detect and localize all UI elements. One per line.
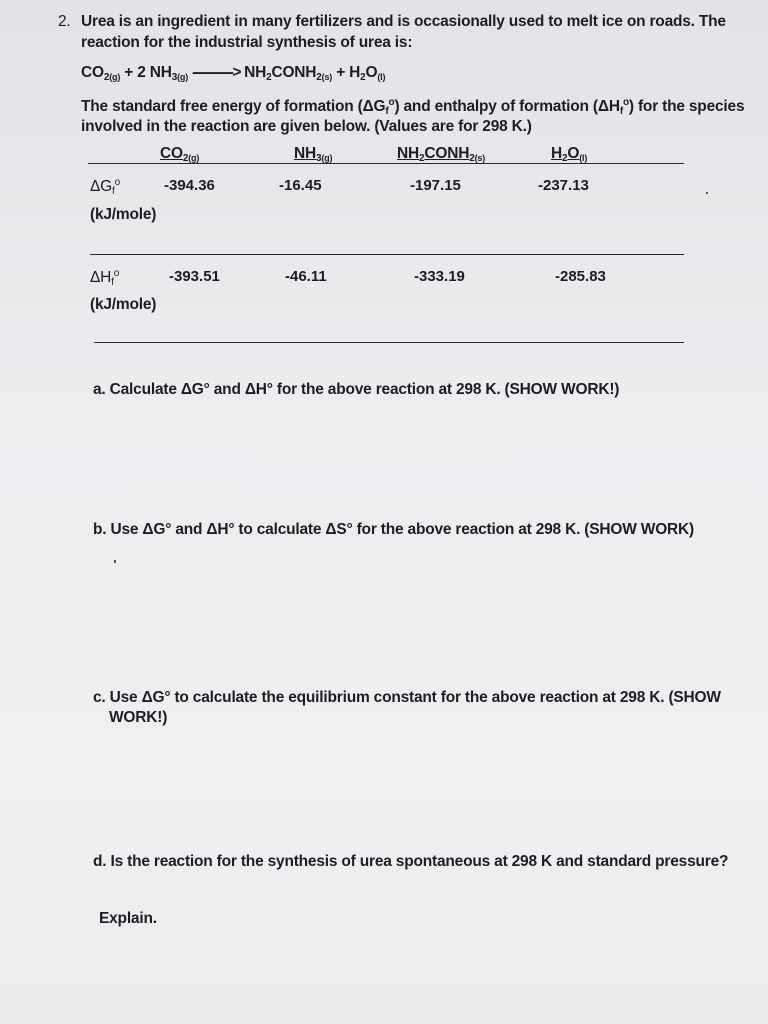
given-line-1: The standard free energy of formation $(\Delta G_f^o)$ and enthalpy of formation $(\Delta H_f^o)$ for the species [81,97,745,118]
header-water: $H_2O(l)$ [551,145,588,164]
row-dg-unit: (kJ/mole) [90,206,157,223]
question-d: d. Is the reaction for the synthesis of urea spontaneous at 298 K and standard pressure? [93,853,729,870]
dh-co2: -393.51 [169,268,220,285]
dg-co2: -394.36 [164,177,215,194]
stray-mark [114,560,116,563]
explain-label: Explain. [99,910,157,927]
question-c-line-2: WORK!) [109,709,168,726]
question-b: b. Use ΔG° and ΔH° to calculate ΔS° for the above reaction at 298 K. (SHOW WORK) [93,521,695,538]
product-urea: $NH_2CONH_2(s)$ [244,64,333,83]
row-dh-unit: (kJ/mole) [90,296,157,313]
intro-line-2: reaction for the industrial synthesis of urea is: [81,34,413,51]
table-mid-rule [90,254,684,255]
problem-number: 2. [58,13,71,30]
dg-water: -237.13 [538,177,589,194]
stray-mark [706,192,708,194]
question-a: a. Calculate ΔG° and ΔH° for the above reaction at 298 K. (SHOW WORK!) [93,381,620,398]
row-dh-label: $\Delta H_f^o$ [90,268,120,289]
dh-nh3: -46.11 [285,268,327,285]
header-co2: $CO_2(g)$ [160,145,200,164]
dg-nh3: -16.45 [279,177,322,194]
reactant-co2: $CO_2(g)$ [81,64,121,83]
dh-water: -285.83 [555,268,606,285]
product-water: + $H_2O(l)$ [336,64,386,83]
reaction-equation [81,64,385,83]
row-dg-label: $\Delta G_f^o$ [90,177,120,198]
question-c-line-1: c. Use ΔG° to calculate the equilibrium constant for the above reaction at 298 K. (SHOW [93,689,721,706]
intro-line-1: Urea is an ingredient in many fertilizers and is occasionally used to melt ice on roads. The [81,13,726,30]
reactant-nh3: + 2 $NH_3(g)$ [124,64,189,83]
dh-urea: -333.19 [414,268,465,285]
given-line-2: involved in the reaction are given below. (Values are for 298 K.) [81,118,532,135]
reaction-arrow: -----------> [192,64,240,81]
dg-urea: -197.15 [410,177,461,194]
header-nh3: $NH_3(g)$ [294,145,333,164]
header-urea: $NH_2CONH_2(s)$ [397,145,485,164]
table-bottom-rule [94,342,684,343]
